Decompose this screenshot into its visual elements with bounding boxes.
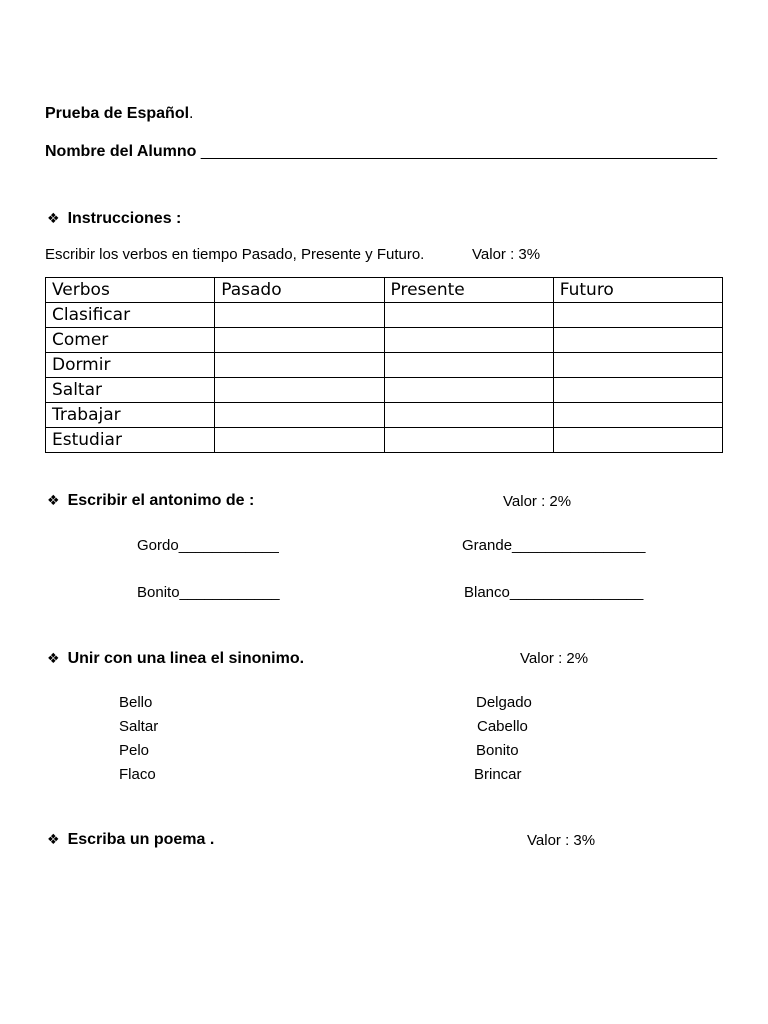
verb-cell: Clasificar [46,303,215,328]
verb-cell: Comer [46,328,215,353]
answer-cell-futuro[interactable] [553,428,722,453]
answer-cell-presente[interactable] [384,328,553,353]
page-title [45,105,194,123]
table-header-row [46,278,723,303]
instructions-heading-text: Instrucciones : [67,210,182,227]
antonym-item-gordo[interactable]: Gordo____________ [137,537,279,554]
synonyms-heading [47,650,304,668]
poem-valor: Valor : 3% [527,832,596,849]
diamond-bullet-icon: ❖ [47,211,60,227]
answer-cell-pasado[interactable] [215,378,384,403]
antonyms-heading [47,492,254,510]
synonym-left-word: Pelo [119,742,150,759]
header-cell-presente: Presente [384,278,553,303]
synonym-right-word: Delgado [476,694,532,711]
diamond-bullet-icon: ❖ [47,651,60,667]
instruction-text: Escribir los verbos en tiempo Pasado, Presente y Futuro. [45,246,425,263]
verb-cell: Saltar [46,378,215,403]
answer-cell-presente[interactable] [384,378,553,403]
instructions-valor: Valor : 3% [472,246,541,263]
verb-cell: Dormir [46,353,215,378]
answer-cell-pasado[interactable] [215,303,384,328]
table-row [46,428,723,453]
verb-cell: Estudiar [46,428,215,453]
antonyms-valor: Valor : 2% [503,493,572,510]
synonym-left-word: Flaco [119,766,156,783]
answer-cell-futuro[interactable] [553,303,722,328]
synonyms-heading-text: Unir con una linea el sinonimo. [67,650,305,667]
header-cell-futuro: Futuro [553,278,722,303]
answer-cell-futuro[interactable] [553,328,722,353]
antonym-item-bonito[interactable]: Bonito____________ [137,584,280,601]
answer-cell-presente[interactable] [384,403,553,428]
synonym-right-word: Brincar [474,766,522,783]
student-name-label: Nombre del Alumno [45,143,197,160]
antonyms-heading-text: Escribir el antonimo de : [67,492,255,509]
table-row [46,328,723,353]
diamond-bullet-icon: ❖ [47,493,60,509]
header-cell-pasado: Pasado [215,278,384,303]
instructions-heading [47,210,181,228]
answer-cell-presente[interactable] [384,428,553,453]
synonyms-valor: Valor : 2% [520,650,589,667]
antonym-item-blanco[interactable]: Blanco________________ [464,584,644,601]
table-row [46,353,723,378]
student-name-line[interactable] [45,143,717,161]
poem-heading-text: Escriba un poema . [67,831,215,848]
answer-cell-futuro[interactable] [553,378,722,403]
poem-heading [47,831,214,849]
table-row [46,378,723,403]
title-dot: . [189,105,194,122]
answer-cell-pasado[interactable] [215,328,384,353]
answer-cell-presente[interactable] [384,303,553,328]
synonym-left-word: Saltar [119,718,159,735]
student-name-blank[interactable]: __________________________________________________________ [200,143,717,160]
answer-cell-presente[interactable] [384,353,553,378]
table-row [46,403,723,428]
title-text: Prueba de Español [45,105,190,122]
answer-cell-pasado[interactable] [215,403,384,428]
synonym-right-word: Bonito [476,742,519,759]
verb-cell: Trabajar [46,403,215,428]
table-row [46,303,723,328]
verbs-table [45,277,723,453]
header-cell-verbos: Verbos [46,278,215,303]
diamond-bullet-icon: ❖ [47,832,60,848]
answer-cell-futuro[interactable] [553,403,722,428]
antonym-item-grande[interactable]: Grande________________ [462,537,646,554]
answer-cell-pasado[interactable] [215,353,384,378]
synonym-right-word: Cabello [477,718,528,735]
answer-cell-futuro[interactable] [553,353,722,378]
answer-cell-pasado[interactable] [215,428,384,453]
synonym-left-word: Bello [119,694,153,711]
